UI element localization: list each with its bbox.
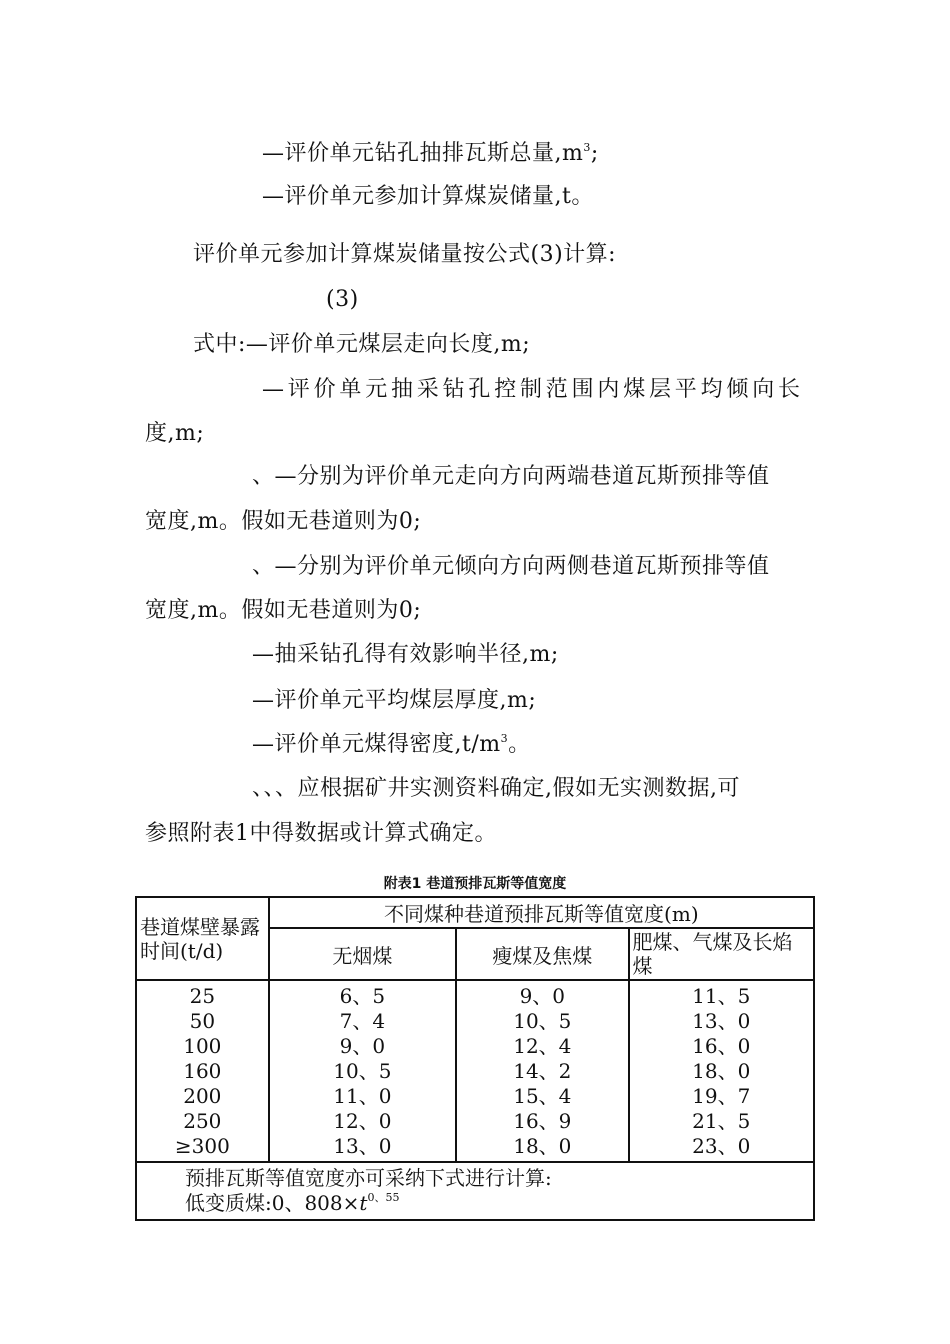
table-cell: 18、0 xyxy=(456,1134,628,1162)
paragraph-line: 参照附表1中得数据或计算式确定。 xyxy=(145,821,497,846)
paragraph-line: 宽度,m。假如无巷道则为0; xyxy=(145,509,422,534)
paragraph-line: 评价单元参加计算煤炭储量按公式(3)计算: xyxy=(193,242,617,267)
note-line: 预排瓦斯等值宽度亦可采纳下式进行计算: xyxy=(185,1166,552,1190)
paragraph-line: 宽度,m。假如无巷道则为0; xyxy=(145,598,422,623)
column-header: 无烟煤 xyxy=(269,928,456,980)
table-cell: 6、5 xyxy=(269,980,456,1009)
table-cell: 25 xyxy=(136,980,269,1009)
table-cell: 13、0 xyxy=(269,1134,456,1162)
table-cell: 12、4 xyxy=(456,1034,628,1059)
table-cell: 11、0 xyxy=(269,1084,456,1109)
formula-number: (3) xyxy=(326,287,359,312)
paragraph-line: 、—分别为评价单元走向方向两端巷道瓦斯预排等值 xyxy=(252,464,770,489)
table-cell: 21、5 xyxy=(629,1109,814,1134)
table-row xyxy=(136,1109,814,1134)
table-cell: 9、0 xyxy=(456,980,628,1009)
paragraph-line: 度,m; xyxy=(145,421,205,446)
table-cell: 16、9 xyxy=(456,1109,628,1134)
table-row xyxy=(136,1059,814,1084)
table-row xyxy=(136,1134,814,1162)
column-header: 肥煤、气煤及长焰煤 xyxy=(629,928,814,980)
table-row xyxy=(136,980,814,1009)
table-cell: 160 xyxy=(136,1059,269,1084)
table-cell: 15、4 xyxy=(456,1084,628,1109)
paragraph-line: 、、、应根据矿井实测资料确定,假如无实测数据,可 xyxy=(252,776,740,801)
paragraph-line: 、—分别为评价单元倾向方向两侧巷道瓦斯预排等值 xyxy=(252,554,770,579)
table-cell: 11、5 xyxy=(629,980,814,1009)
note-line: 低变质煤:0、$808\times t^{0、55}$ xyxy=(185,1191,400,1215)
paragraph-line: —评价单元抽采钻孔控制范围内煤层平均倾向长 xyxy=(262,377,804,402)
table-cell: 250 xyxy=(136,1109,269,1134)
table-row xyxy=(136,1009,814,1034)
paragraph-line: 式中:—评价单元煤层走向长度,m; xyxy=(193,332,531,357)
table-row xyxy=(136,1034,814,1059)
group-header-cell: 不同煤种巷道预排瓦斯等值宽度(m) xyxy=(269,897,814,928)
table-note xyxy=(136,1162,814,1220)
table-cell: 7、4 xyxy=(269,1009,456,1034)
data-table xyxy=(135,896,815,1221)
table-cell: 10、5 xyxy=(269,1059,456,1084)
table-cell: 16、0 xyxy=(629,1034,814,1059)
row-header-cell: 巷道煤壁暴露时间(t/d) xyxy=(136,897,269,980)
table-cell: 13、0 xyxy=(629,1009,814,1034)
table-cell: 200 xyxy=(136,1084,269,1109)
table-cell: 9、0 xyxy=(269,1034,456,1059)
table-cell: 10、5 xyxy=(456,1009,628,1034)
paragraph-line: —评价单元钻孔抽排瓦斯总量$,m^3$; xyxy=(262,141,599,166)
paragraph-line: —评价单元平均煤层厚度,m; xyxy=(252,688,537,713)
table-cell: 14、2 xyxy=(456,1059,628,1084)
column-header: 瘦煤及焦煤 xyxy=(456,928,628,980)
paragraph-line: —评价单元参加计算煤炭储量,t。 xyxy=(262,184,594,209)
table-caption: 附表1 巷道预排瓦斯等值宽度 xyxy=(383,876,567,892)
table-cell: 18、0 xyxy=(629,1059,814,1084)
table-cell: 50 xyxy=(136,1009,269,1034)
table-cell: 19、7 xyxy=(629,1084,814,1109)
table-row xyxy=(136,1084,814,1109)
table-cell: 100 xyxy=(136,1034,269,1059)
paragraph-line: —抽采钻孔得有效影响半径,m; xyxy=(252,642,559,667)
table-cell: 12、0 xyxy=(269,1109,456,1134)
table-cell: 23、0 xyxy=(629,1134,814,1162)
table-cell: ≥300 xyxy=(136,1134,269,1162)
paragraph-line: —评价单元煤得密度$,t/m^3$。 xyxy=(252,732,531,757)
